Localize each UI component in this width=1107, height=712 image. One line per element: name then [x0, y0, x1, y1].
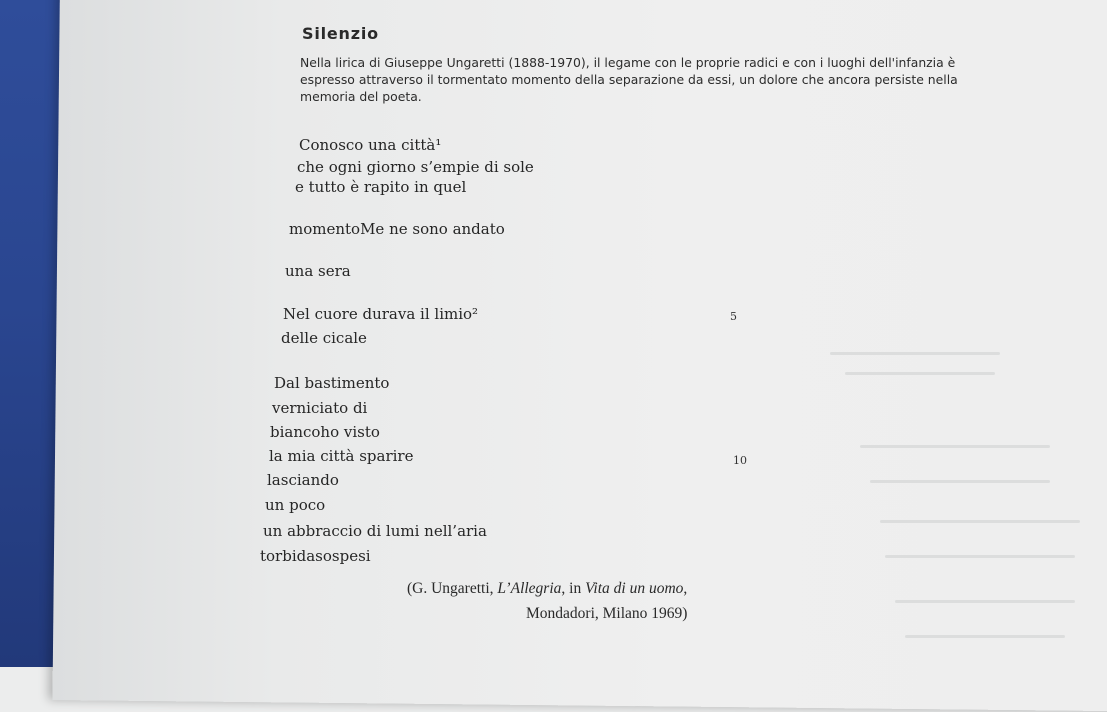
poem-line: una sera — [285, 262, 351, 280]
poem-line: un poco — [265, 496, 326, 514]
bleed-through-mark — [830, 352, 1000, 355]
poem-line: la mia città sparire — [269, 447, 414, 465]
document-title: Silenzio — [302, 24, 379, 43]
poem-line: lasciando — [267, 471, 339, 489]
bleed-through-mark — [905, 635, 1065, 638]
line-number: 5 — [730, 310, 737, 323]
line-number: 10 — [733, 454, 747, 467]
poem-line: che ogni giorno s’empie di sole — [297, 158, 534, 176]
bleed-through-mark — [895, 600, 1075, 603]
bleed-through-mark — [845, 372, 995, 375]
bleed-through-mark — [880, 520, 1080, 523]
poem-line: Dal bastimento — [274, 374, 390, 392]
intro-paragraph: Nella lirica di Giuseppe Ungaretti (1888-1970), il legame con le proprie radici e con i luoghi dell'infanzia è espresso attraverso il tormentato momento della separazione da essi, un dolore che ancora persiste nella memoria del poeta. — [300, 55, 958, 104]
source-citation: (G. Ungaretti, L’Allegria, in Vita di un uomo, — [407, 580, 688, 597]
poem-line: verniciato di — [272, 399, 368, 417]
bleed-through-mark — [885, 555, 1075, 558]
poem-line: biancoho visto — [270, 423, 380, 441]
poem-line: e tutto è rapito in quel — [295, 178, 467, 196]
poem-line: torbidasospesi — [260, 547, 371, 565]
poem-line: momentoMe ne sono andato — [289, 220, 505, 238]
bleed-through-mark — [860, 445, 1050, 448]
poem-line: Conosco una città¹ — [299, 136, 442, 154]
poem-line: un abbraccio di lumi nell’aria — [263, 522, 487, 540]
bleed-through-mark — [870, 480, 1050, 483]
poem-line: delle cicale — [281, 329, 367, 347]
poem-line: Nel cuore durava il limio² — [283, 305, 479, 323]
source-citation-publisher: Mondadori, Milano 1969) — [526, 605, 688, 622]
